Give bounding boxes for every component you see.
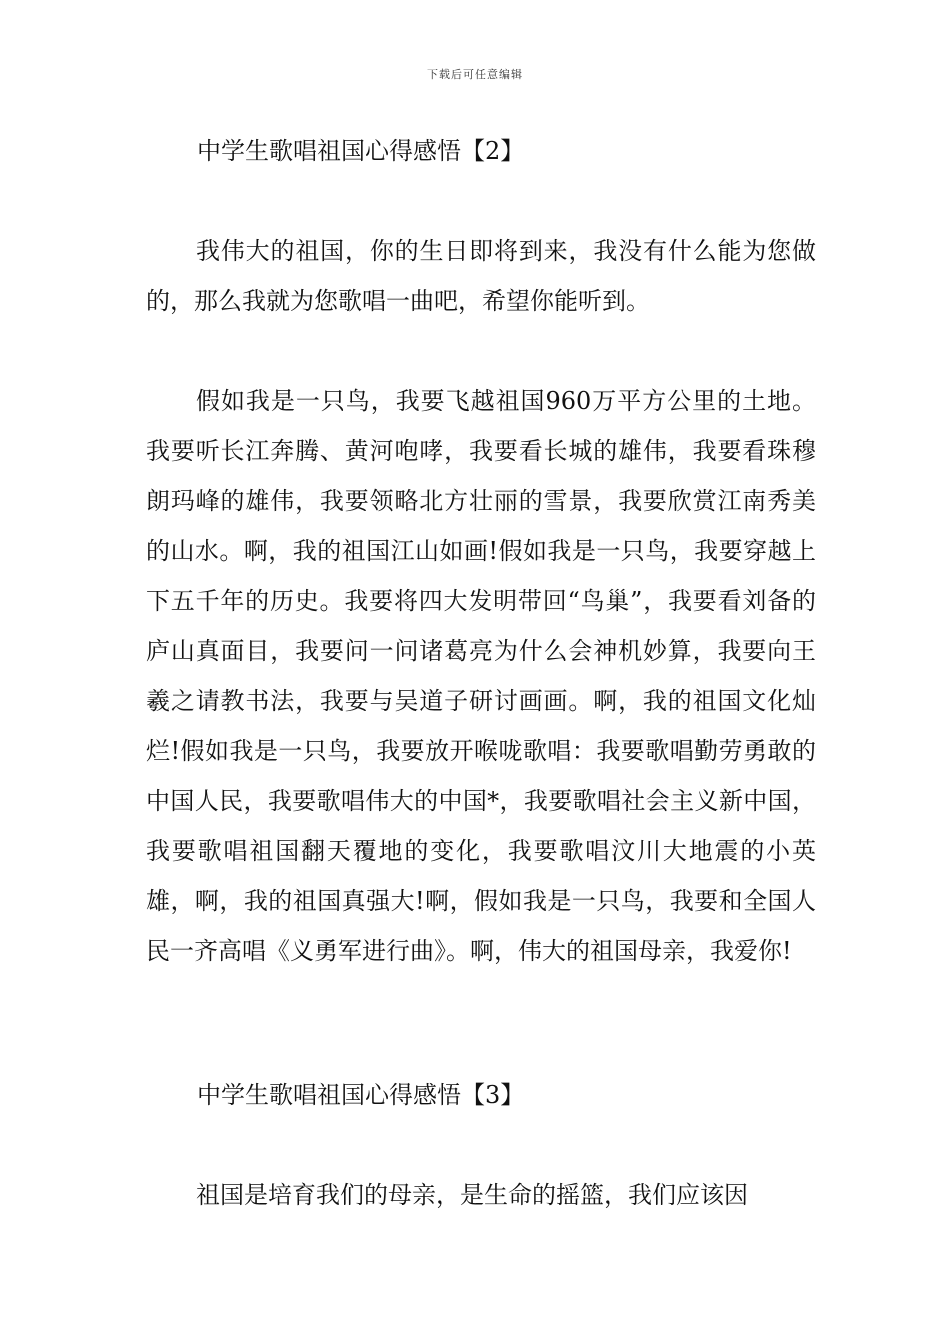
section-heading: 中学生歌唱祖国心得感悟【2】 [197,137,525,165]
body-paragraph: 祖国是培育我们的母亲，是生命的摇篮，我们应该因 [196,1181,748,1209]
body-paragraph: 我伟大的祖国，你的生日即将到来，我没有什么能为您做的，那么我就为您歌唱一曲吧，希望你能听到。 [146,237,816,315]
body-paragraph: 假如我是一只鸟，我要飞越祖国960万平方公里的土地。我要听长江奔腾、黄河咆哮，我要看长城的雄伟，我要看珠穆朗玛峰的雄伟，我要领略北方壮丽的雪景，我要欣赏江南秀美的山水。啊，我的祖国江山如画!假如我是一只鸟，我要穿越上下五千年的历史。我要将四大发明带回“鸟巢”，我要看刘备的庐山真面目，我要问一问诸葛亮为什么会神机妙算，我要向王羲之请教书法，我要与吴道子研讨画画。啊，我的祖国文化灿烂!假如我是一只鸟，我要放开喉咙歌唱：我要歌唱勤劳勇敢的中国人民，我要歌唱伟大的中国*，我要歌唱社会主义新中国，我要歌唱祖国翻天覆地的变化，我要歌唱汶川大地震的小英雄，啊，我的祖国真强大!啊，假如我是一只鸟，我要和全国人民一齐高唱《义勇军进行曲》。啊，伟大的祖国母亲，我爱你! [146,387,816,965]
section-heading: 中学生歌唱祖国心得感悟【3】 [197,1081,525,1109]
page-header-note: 下载后可任意编辑 [427,68,523,81]
